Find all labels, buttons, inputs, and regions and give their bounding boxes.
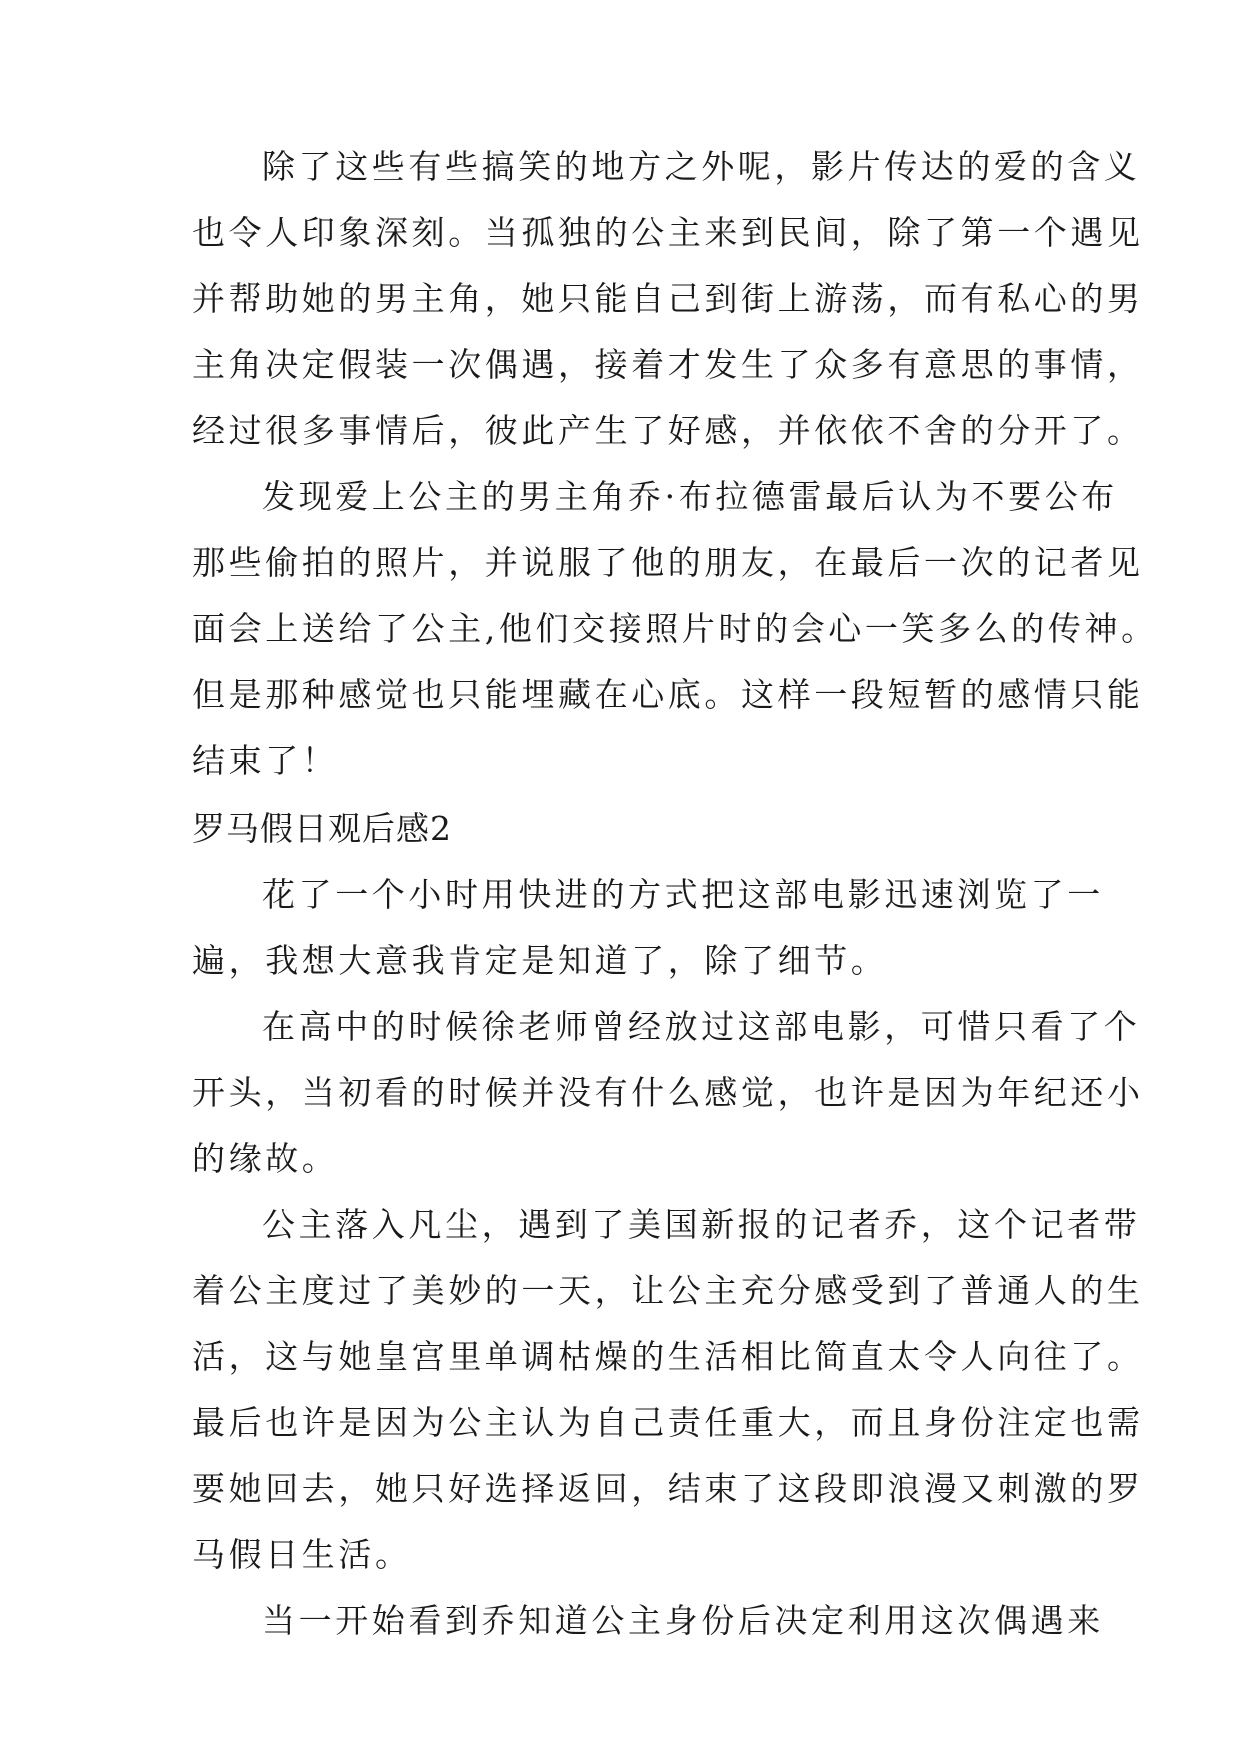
paragraph-line: 的缘故。 xyxy=(192,1139,339,1178)
paragraph-line: 主角决定假装一次偶遇，接着才发生了众多有意思的事情， xyxy=(192,345,1144,384)
paragraph-line: 发现爱上公主的男主角乔·布拉德雷最后认为不要公布 xyxy=(262,477,1118,516)
paragraph-line: 那些偷拍的照片，并说服了他的朋友，在最后一次的记者见 xyxy=(192,543,1144,582)
paragraph-line: 在高中的时候徐老师曾经放过这部电影，可惜只看了个 xyxy=(262,1007,1141,1046)
paragraph-line: 但是那种感觉也只能埋藏在心底。这样一段短暂的感情只能 xyxy=(192,675,1144,714)
paragraph-line: 开头，当初看的时候并没有什么感觉，也许是因为年纪还小 xyxy=(192,1073,1144,1112)
section-heading: 罗马假日观后感2 xyxy=(192,809,452,848)
paragraph-line: 着公主度过了美妙的一天，让公主充分感受到了普通人的生 xyxy=(192,1271,1144,1310)
paragraph-line: 结束了！ xyxy=(192,741,339,780)
paragraph-line: 除了这些有些搞笑的地方之外呢，影片传达的爱的含义 xyxy=(262,147,1141,186)
paragraph-line: 也令人印象深刻。当孤独的公主来到民间，除了第一个遇见 xyxy=(192,213,1144,252)
paragraph-line: 面会上送给了公主,他们交接照片时的会心一笑多么的传神。 xyxy=(192,609,1158,648)
paragraph-line: 遍，我想大意我肯定是知道了，除了细节。 xyxy=(192,941,888,980)
paragraph-line: 要她回去，她只好选择返回，结束了这段即浪漫又刺激的罗 xyxy=(192,1469,1144,1508)
paragraph-line: 活，这与她皇宫里单调枯燥的生活相比简直太令人向往了。 xyxy=(192,1337,1144,1376)
paragraph-line: 经过很多事情后，彼此产生了好感，并依依不舍的分开了。 xyxy=(192,411,1144,450)
paragraph-line: 马假日生活。 xyxy=(192,1535,412,1574)
paragraph-line: 最后也许是因为公主认为自己责任重大，而且身份注定也需 xyxy=(192,1403,1144,1442)
review-body-1 xyxy=(192,134,1158,794)
review-body-2 xyxy=(192,862,1144,1654)
paragraph-line: 公主落入凡尘，遇到了美国新报的记者乔，这个记者带 xyxy=(262,1205,1141,1244)
paragraph-line: 花了一个小时用快进的方式把这部电影迅速浏览了一 xyxy=(262,875,1104,914)
paragraph-line: 并帮助她的男主角，她只能自己到街上游荡，而有私心的男 xyxy=(192,279,1144,318)
paragraph-line: 当一开始看到乔知道公主身份后决定利用这次偶遇来 xyxy=(262,1601,1104,1640)
